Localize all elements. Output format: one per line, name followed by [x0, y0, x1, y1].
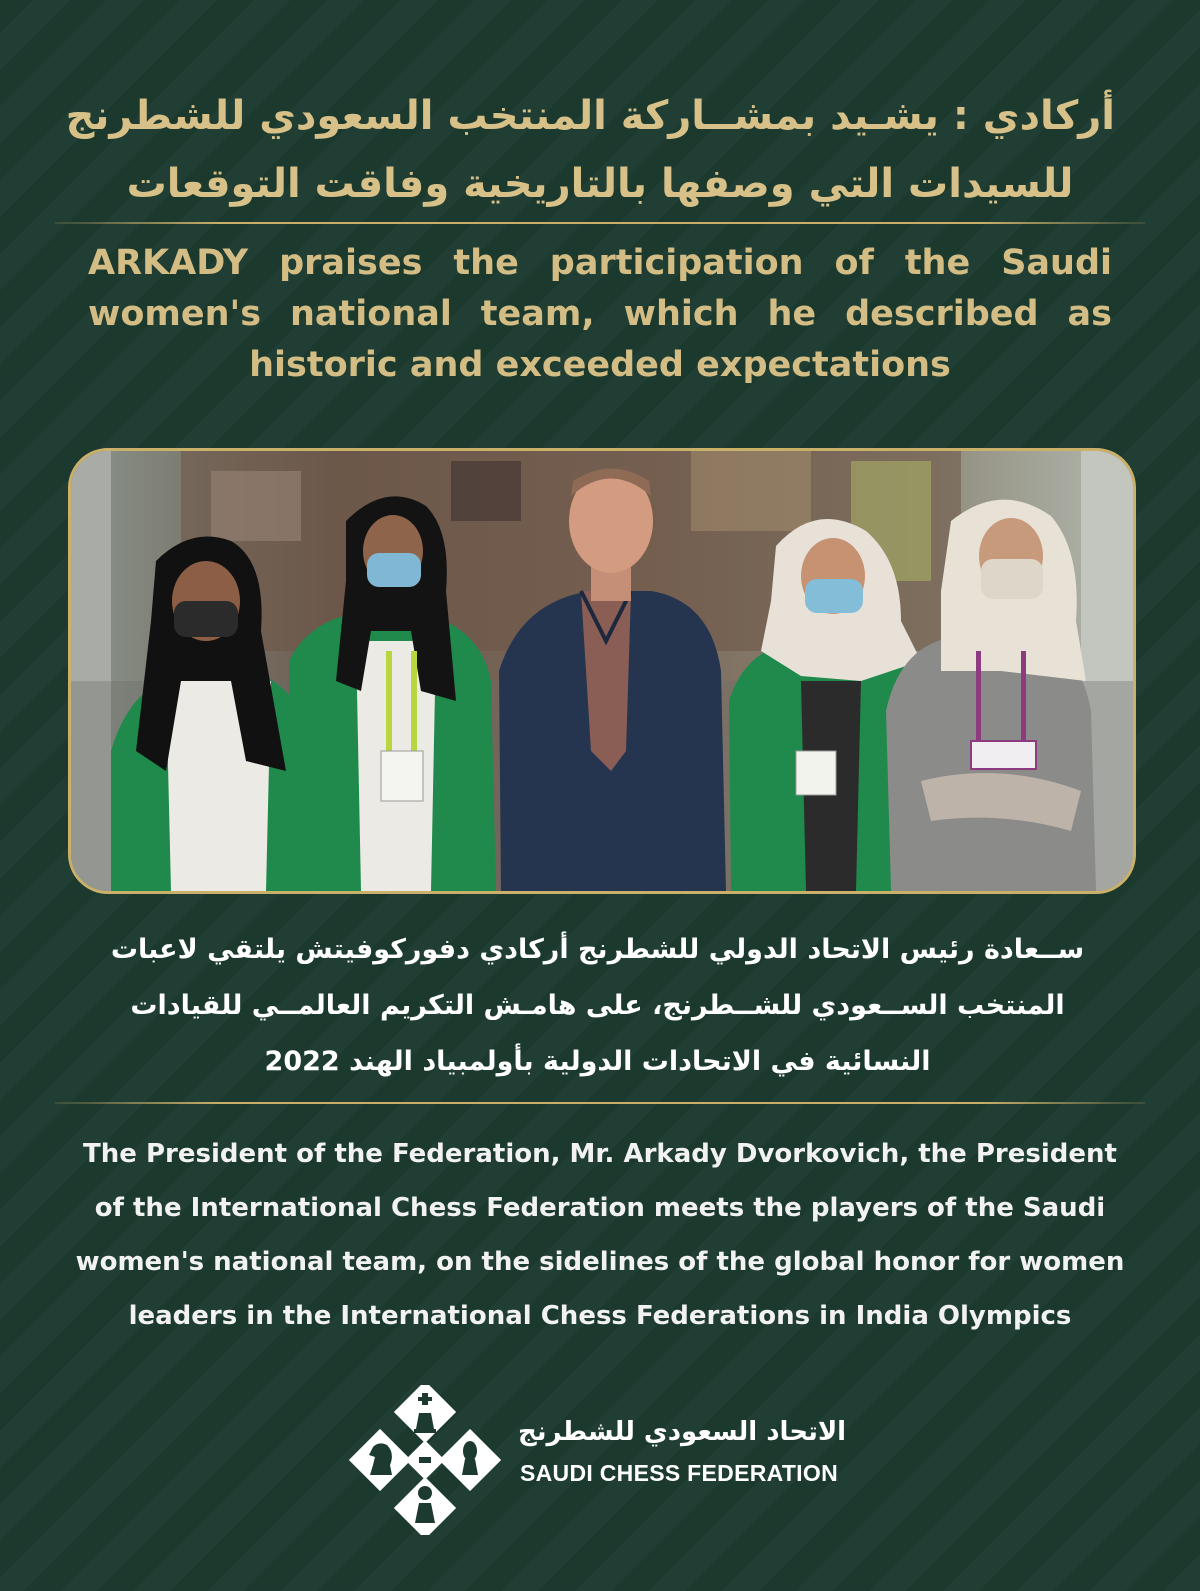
top-divider — [55, 222, 1145, 224]
english-headline: ARKADY praises the participation of the Saudi women's national team, which he described as historic and exceeded expectations — [88, 243, 1112, 385]
arabic-headline-line-2: للسيدات التي وصفها بالتاريخية وفاقت التوقعات — [126, 161, 1074, 207]
middle-divider — [55, 1102, 1145, 1104]
arabic-caption-line-1: ســعادة رئيس الاتحاد الدولي للشطرنج أركادي دفوركوفيتش يلتقي لاعبات — [110, 934, 1085, 965]
federation-name-english: SAUDI CHESS FEDERATION — [520, 1460, 838, 1486]
arabic-caption-line-3: النسائية في الاتحادات الدولية بأولمبياد الهند 2022 — [264, 1046, 931, 1077]
chess-pieces-logo-icon — [345, 1385, 505, 1535]
team-photo-illustration — [71, 451, 1133, 891]
english-caption: The President of the Federation, Mr. Arkady Dvorkovich, the President of the International Chess Federation meets the players of the Saudi women's national team, on the sidelines of the global honor for women leaders in the International Chess Federations in India Olympics — [75, 1139, 1125, 1331]
federation-name-arabic: الاتحاد السعودي للشطرنج — [518, 1417, 847, 1447]
arabic-caption — [60, 922, 1135, 1090]
arabic-headline-line-1: أركادي : يشـيد بمشــاركة المنتخب السعودي للشطرنج — [65, 93, 1115, 139]
team-photo — [68, 448, 1136, 894]
arabic-caption-line-2: المنتخب الســعودي للشــطرنج، على هامـش التكريم العالمــي للقيادات — [130, 990, 1065, 1021]
